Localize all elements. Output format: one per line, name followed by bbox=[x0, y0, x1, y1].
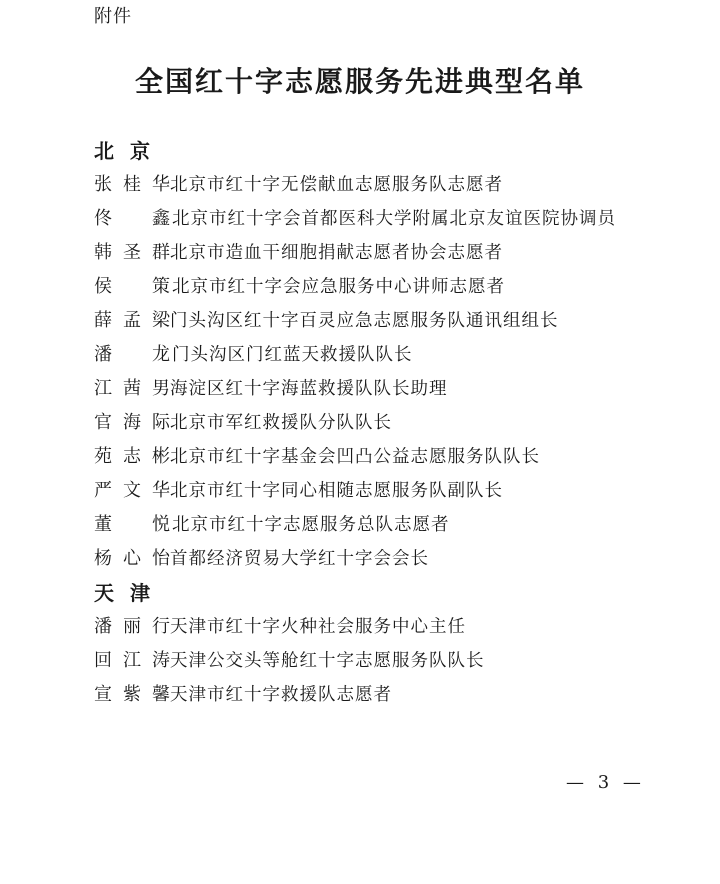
honoree-name: 严 文 华 bbox=[94, 480, 170, 501]
page-number: — 3 — bbox=[566, 772, 645, 793]
honoree-name: 潘 丽 行 bbox=[94, 616, 170, 637]
honoree-title: 北京市红十字同心相随志愿服务队副队长 bbox=[170, 481, 503, 501]
honoree-title: 北京市红十字会首都医科大学附属北京友谊医院协调员 bbox=[172, 209, 616, 229]
honoree-name: 侯 策 bbox=[94, 276, 170, 297]
region-heading: 北京 bbox=[94, 139, 166, 163]
honoree-name: 佟 鑫 bbox=[94, 208, 170, 229]
honoree-name: 江 茜 男 bbox=[94, 378, 170, 399]
honoree-entry bbox=[94, 202, 654, 236]
region-heading: 天津 bbox=[94, 581, 166, 605]
honoree-title: 门头沟区门红蓝天救援队队长 bbox=[172, 345, 413, 365]
honoree-name: 董 悦 bbox=[94, 514, 170, 535]
honoree-name: 薛 孟 梁 bbox=[94, 310, 170, 331]
honoree-name: 张 桂 华 bbox=[94, 174, 170, 195]
honoree-name: 杨 心 怡 bbox=[94, 548, 170, 569]
honoree-title: 北京市红十字无偿献血志愿服务队志愿者 bbox=[170, 175, 503, 195]
honoree-title: 海淀区红十字海蓝救援队队长助理 bbox=[170, 379, 448, 399]
honoree-name: 官 海 际 bbox=[94, 412, 170, 433]
honoree-title: 北京市军红救援队分队队长 bbox=[170, 413, 392, 433]
honoree-name: 宣 紫 馨 bbox=[94, 684, 170, 705]
honoree-entry bbox=[94, 406, 654, 440]
honoree-title: 首都经济贸易大学红十字会会长 bbox=[170, 549, 429, 569]
honoree-entry bbox=[94, 678, 654, 712]
honoree-entry bbox=[94, 440, 654, 474]
honoree-title: 北京市红十字基金会凹凸公益志愿服务队队长 bbox=[170, 447, 540, 467]
honoree-name: 韩 圣 群 bbox=[94, 242, 170, 263]
honoree-entry bbox=[94, 542, 654, 576]
honoree-title: 天津公交头等舱红十字志愿服务队队长 bbox=[170, 651, 485, 671]
honoree-entry bbox=[94, 168, 654, 202]
honoree-name: 苑 志 彬 bbox=[94, 446, 170, 467]
honoree-entry bbox=[94, 610, 654, 644]
honoree-entry bbox=[94, 338, 654, 372]
honoree-title: 北京市红十字会应急服务中心讲师志愿者 bbox=[172, 277, 505, 297]
honoree-entry bbox=[94, 474, 654, 508]
attachment-label: 附件 bbox=[94, 6, 132, 27]
honoree-entry bbox=[94, 270, 654, 304]
honoree-title: 天津市红十字火种社会服务中心主任 bbox=[170, 617, 466, 637]
honoree-title: 北京市造血干细胞捐献志愿者协会志愿者 bbox=[170, 243, 503, 263]
honoree-name: 潘 龙 bbox=[94, 344, 170, 365]
document-title: 全国红十字志愿服务先进典型名单 bbox=[134, 65, 585, 98]
honoree-entry bbox=[94, 236, 654, 270]
honoree-list bbox=[94, 134, 654, 712]
honoree-entry bbox=[94, 372, 654, 406]
honoree-title: 天津市红十字救援队志愿者 bbox=[170, 685, 392, 705]
honoree-title: 门头沟区红十字百灵应急志愿服务队通讯组组长 bbox=[170, 311, 559, 331]
honoree-title: 北京市红十字志愿服务总队志愿者 bbox=[172, 515, 450, 535]
honoree-entry bbox=[94, 644, 654, 678]
honoree-entry bbox=[94, 508, 654, 542]
honoree-entry bbox=[94, 304, 654, 338]
honoree-name: 回 江 涛 bbox=[94, 650, 170, 671]
